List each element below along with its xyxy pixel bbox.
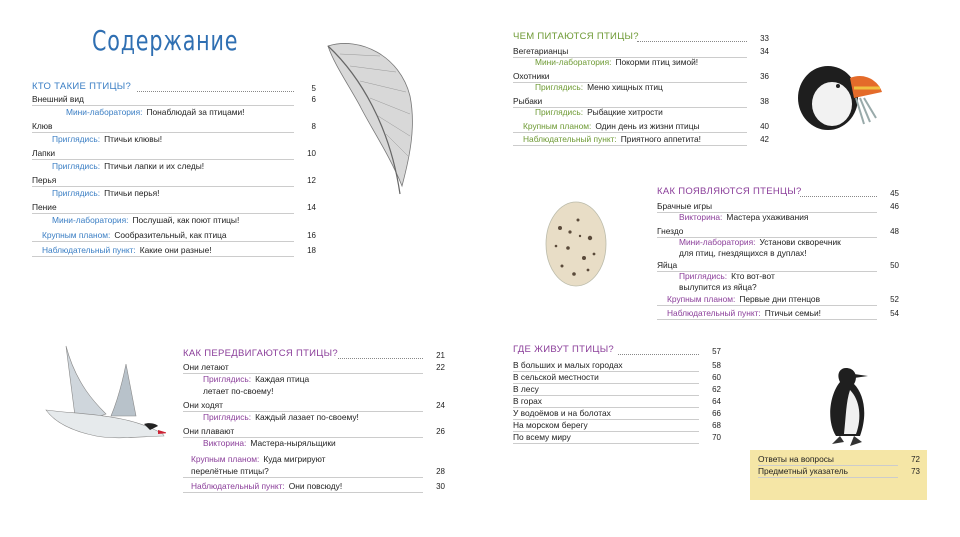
entry-page: 42 [760,135,769,144]
entry-text: Яйца [657,260,678,270]
leader-dots [513,443,699,444]
entry-text: Предметный указатель [758,466,848,476]
toc-entry[interactable] [758,466,848,477]
entry-label: Наблюдательный пункт: [667,308,761,318]
entry-text: Мастера-ныряльщики [250,438,336,448]
entry-label: Крупным планом: [42,230,111,240]
entry-text: Они ходят [183,400,223,410]
entry-page: 60 [712,373,721,382]
entry-text: Рыбацкие хитрости [587,107,663,117]
s2-heading-page: 21 [436,351,445,360]
tern-illustration [36,344,166,454]
entry-page: 40 [760,122,769,131]
entry-text: В лесу [513,384,539,394]
leader-dots [32,213,294,214]
feather-illustration [320,36,420,198]
entry-text: В больших и малых городах [513,360,623,370]
entry-page: 28 [436,467,445,476]
entry-page: 68 [712,421,721,430]
entry-text: Птичьи клювы! [104,134,163,144]
toc-entry[interactable] [32,94,84,105]
toc-entry[interactable] [679,237,841,248]
toc-entry[interactable] [667,308,821,319]
entry-text: вылупится из яйца? [679,282,757,292]
entry-label: Наблюдательный пункт: [191,481,285,491]
entry-text: Птичьи перья! [104,188,160,198]
entry-label: Приглядись: [535,82,584,92]
s1-heading[interactable]: КТО ТАКИЕ ПТИЦЫ? [32,81,132,92]
toc-entry[interactable] [513,372,599,383]
entry-text: Они летают [183,362,229,372]
leader-dots [758,477,898,478]
toc-entry[interactable] [679,248,807,259]
toc-entry[interactable] [203,386,273,397]
entry-text: Гнездо [657,226,684,236]
entry-text: Вегетарианцы [513,46,569,56]
entry-page: 12 [307,176,316,185]
toc-entry[interactable] [52,134,162,145]
leader-dots [32,256,294,257]
toc-entry[interactable] [203,412,359,423]
entry-text: Один день из жизни птицы [595,121,700,131]
entry-page: 48 [890,227,899,236]
entry-text: Они повсюду! [288,481,343,491]
entry-text: В сельской местности [513,372,599,382]
leader-dots [618,354,699,355]
toc-entry[interactable] [183,400,223,411]
toc-entry[interactable] [513,46,568,57]
toc-entry[interactable] [183,426,234,437]
toc-entry[interactable] [679,271,775,282]
leader-dots [32,186,294,187]
entry-label: Приглядись: [679,271,728,281]
entry-page: 64 [712,397,721,406]
entry-page: 62 [712,385,721,394]
s5-heading[interactable]: ГДЕ ЖИВУТ ПТИЦЫ? [513,344,614,355]
toc-entry[interactable] [191,454,326,465]
toc-entry[interactable] [32,202,57,213]
toc-entry[interactable] [52,215,239,226]
entry-label: Приглядись: [203,412,252,422]
s5-heading-page: 57 [712,347,721,356]
entry-text: Пение [32,202,57,212]
entry-page: 72 [911,455,920,464]
entry-label: Приглядись: [52,188,101,198]
toc-entry[interactable] [191,466,269,477]
s3-heading-page: 33 [760,34,769,43]
toc-entry[interactable] [657,226,683,237]
leader-dots [32,105,294,106]
entry-page: 38 [760,97,769,106]
toc-entry[interactable] [66,107,245,118]
entry-text: Лапки [32,148,56,158]
toc-entry[interactable] [535,57,698,68]
entry-text: Птичьи лапки и их следы! [104,161,205,171]
entry-label: Мини-лаборатория: [679,237,756,247]
entry-label: Мини-лаборатория: [535,57,612,67]
entry-label: Крупным планом: [523,121,592,131]
leader-dots [513,132,747,133]
leader-dots [800,196,877,197]
entry-page: 18 [307,246,316,255]
toc-entry[interactable] [657,260,677,271]
entry-page: 22 [436,363,445,372]
puffin-illustration [794,58,890,132]
s2-heading[interactable]: КАК ПЕРЕДВИГАЮТСЯ ПТИЦЫ? [183,348,338,359]
entry-text: Рыбаки [513,96,543,106]
entry-text: Клюв [32,121,53,131]
toc-entry[interactable] [513,384,539,395]
entry-label: Наблюдательный пункт: [523,134,617,144]
entry-text: В горах [513,396,542,406]
page-title: Содержание [92,24,239,57]
entry-page: 30 [436,482,445,491]
toc-entry[interactable] [203,438,336,449]
entry-text: Перья [32,175,57,185]
leader-dots [137,91,294,92]
entry-text: Каждая птица [255,374,310,384]
leader-dots [32,241,294,242]
toc-entry[interactable] [513,96,542,107]
leader-dots [513,145,747,146]
entry-page: 52 [890,295,899,304]
toc-entry[interactable] [32,175,56,186]
entry-text: Брачные игры [657,201,713,211]
entry-page: 34 [760,47,769,56]
entry-label: Викторина: [679,212,723,222]
toc-entry[interactable] [42,230,227,241]
toc-entry[interactable] [203,374,309,385]
entry-text: для птиц, гнездящихся в дуплах! [679,248,807,258]
entry-page: 73 [911,467,920,476]
entry-text: Понаблюдай за птицами! [146,107,245,117]
entry-text: Первые дни птенцов [739,294,821,304]
leader-dots [657,319,877,320]
toc-entry[interactable] [679,282,757,293]
entry-text: Охотники [513,71,550,81]
entry-text: Какие они разные! [139,245,212,255]
s4-heading[interactable]: КАК ПОЯВЛЯЮТСЯ ПТЕНЦЫ? [657,186,802,197]
entry-text: Кто вот-вот [731,271,775,281]
toc-entry[interactable] [32,121,53,132]
entry-text: летает по-своему! [203,386,274,396]
entry-label: Викторина: [203,438,247,448]
entry-page: 50 [890,261,899,270]
entry-label: Приглядись: [535,107,584,117]
entry-label: Наблюдательный пункт: [42,245,136,255]
toc-entry[interactable] [513,420,588,431]
entry-text: Сообразительный, как птица [114,230,227,240]
s1-heading-page: 5 [311,84,316,93]
leader-dots [513,383,699,384]
leader-dots [338,358,423,359]
toc-entry[interactable] [758,454,834,465]
toc-entry[interactable] [191,481,342,492]
entry-text: Установи скворечник [759,237,841,247]
toc-entry[interactable] [679,212,808,223]
entry-text: перелётные птицы? [191,466,269,476]
entry-page: 16 [307,231,316,240]
entry-text: Мастера ухаживания [726,212,809,222]
entry-label: Крупным планом: [191,454,260,464]
entry-text: Меню хищных птиц [587,82,663,92]
leader-dots [183,492,423,493]
toc-entry[interactable] [32,148,55,159]
entry-text: Каждый лазает по-своему! [255,412,359,422]
toc-entry[interactable] [667,294,820,305]
entry-text: Птичьи семьи! [764,308,822,318]
toc-entry[interactable] [513,396,542,407]
entry-label: Приглядись: [52,161,101,171]
entry-text: Приятного аппетита! [620,134,701,144]
entry-text: Послушай, как поют птицы! [132,215,240,225]
entry-label: Крупным планом: [667,294,736,304]
entry-page: 36 [760,72,769,81]
toc-entry[interactable] [52,188,159,199]
entry-text: На морском берегу [513,420,588,430]
entry-text: Покорми птиц зимой! [615,57,699,67]
entry-page: 46 [890,202,899,211]
egg-illustration [540,198,612,290]
toc-entry[interactable] [52,161,204,172]
toc-entry[interactable] [513,432,571,443]
entry-text: Ответы на вопросы [758,454,834,464]
entry-page: 8 [311,122,316,131]
s4-heading-page: 45 [890,189,899,198]
entry-page: 10 [307,149,316,158]
entry-page: 24 [436,401,445,410]
entry-label: Приглядись: [52,134,101,144]
s3-heading[interactable]: ЧЕМ ПИТАЮТСЯ ПТИЦЫ? [513,31,639,42]
toc-entry[interactable] [523,121,700,132]
entry-text: Куда мигрируют [263,454,326,464]
entry-page: 66 [712,409,721,418]
entry-text: Внешний вид [32,94,84,104]
leader-dots [637,41,747,42]
toc-entry[interactable] [523,134,701,145]
entry-label: Мини-лаборатория: [52,215,129,225]
entry-text: Они плавают [183,426,235,436]
leader-dots [32,132,294,133]
leader-dots [657,305,877,306]
toc-entry[interactable] [513,408,611,419]
entry-text: У водоёмов и на болотах [513,408,611,418]
toc-entry[interactable] [535,107,663,118]
entry-page: 26 [436,427,445,436]
entry-text: По всему миру [513,432,571,442]
entry-label: Приглядись: [203,374,252,384]
entry-page: 54 [890,309,899,318]
leader-dots [32,159,294,160]
toc-entry[interactable] [535,82,663,93]
toc-entry[interactable] [183,362,229,373]
toc-entry[interactable] [513,360,623,371]
toc-entry[interactable] [513,71,549,82]
entry-page: 6 [311,95,316,104]
leader-dots [183,477,423,478]
toc-entry[interactable] [42,245,212,256]
entry-page: 58 [712,361,721,370]
entry-label: Мини-лаборатория: [66,107,143,117]
auk-illustration [810,364,876,448]
entry-page: 70 [712,433,721,442]
toc-entry[interactable] [657,201,712,212]
entry-page: 14 [307,203,316,212]
